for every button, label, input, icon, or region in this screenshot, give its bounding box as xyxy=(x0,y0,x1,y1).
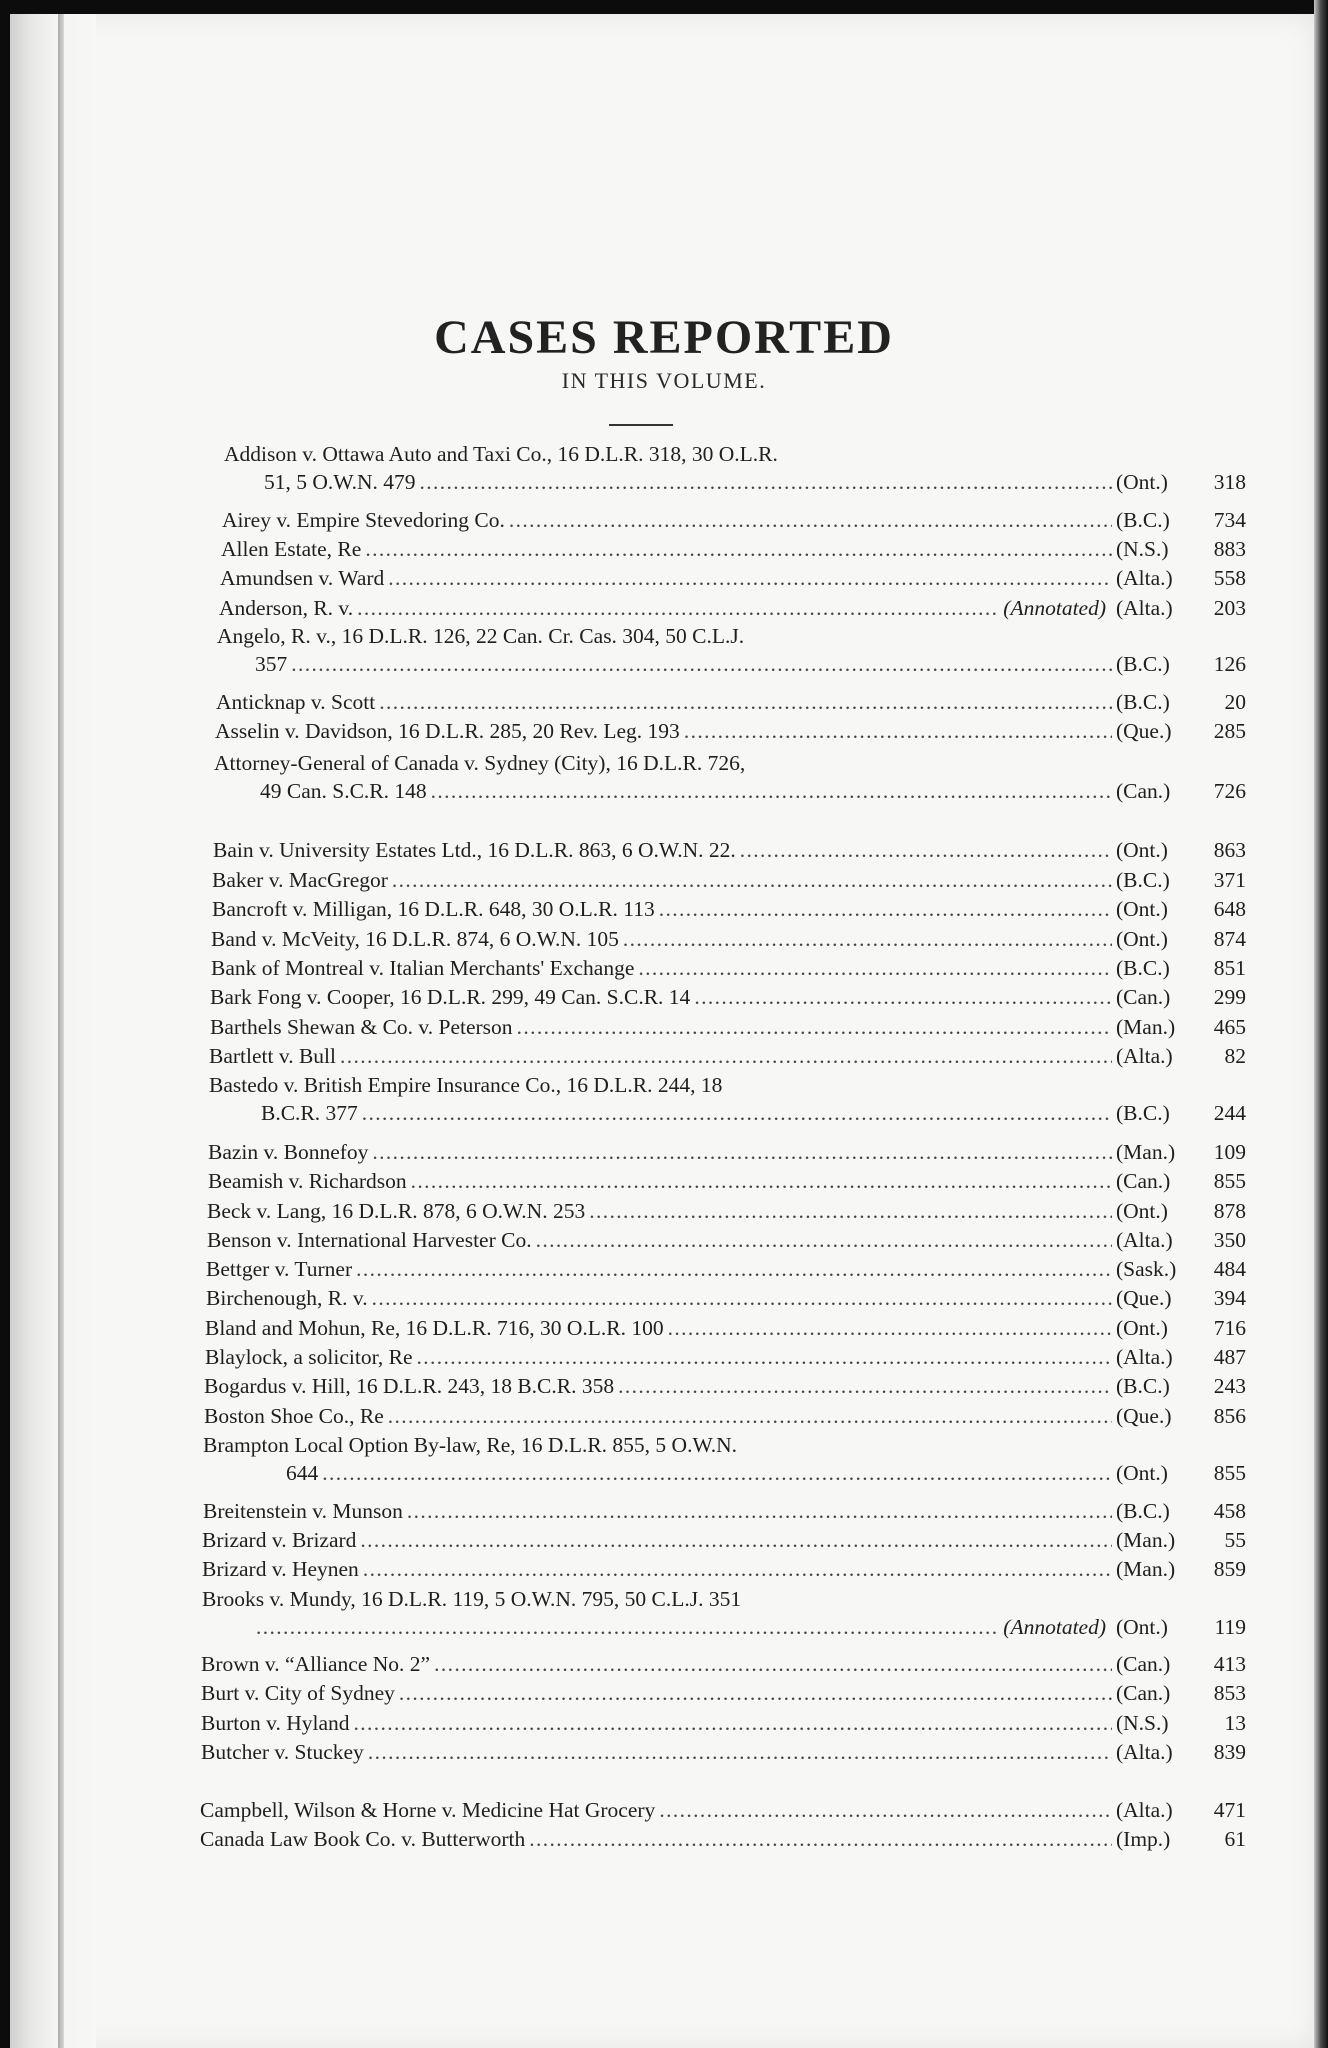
case-entry xyxy=(202,1585,1246,1641)
dot-leader xyxy=(420,468,1113,496)
page-number: 716 xyxy=(1213,1316,1246,1340)
page-number: 318 xyxy=(1213,470,1246,494)
dot-leader xyxy=(256,1613,999,1641)
dot-leader xyxy=(589,1197,1112,1225)
dot-leader xyxy=(365,535,1112,563)
dot-leader xyxy=(659,895,1112,923)
case-name: Brown v. “Alliance No. 2” xyxy=(201,1652,431,1676)
case-entry xyxy=(207,1226,1246,1254)
case-citation-first-line: Brooks v. Mundy, 16 D.L.R. 119, 5 O.W.N. 795, 50 C.L.J. 351 xyxy=(202,1587,742,1611)
dot-leader xyxy=(354,1709,1113,1737)
page-number: 299 xyxy=(1213,985,1246,1009)
jurisdiction: (Ont.) xyxy=(1116,1615,1168,1639)
case-name: Campbell, Wilson & Horne v. Medicine Hat Grocery xyxy=(200,1798,656,1822)
case-entry xyxy=(202,1555,1246,1583)
page-number: 734 xyxy=(1213,508,1246,532)
case-name: 49 Can. S.C.R. 148 xyxy=(260,779,427,803)
dot-leader xyxy=(618,1372,1112,1400)
page-number: 839 xyxy=(1213,1740,1246,1764)
case-name: Burt v. City of Sydney xyxy=(201,1681,395,1705)
jurisdiction: (Can.) xyxy=(1116,1652,1171,1676)
page-number: 856 xyxy=(1213,1404,1246,1428)
case-name: Boston Shoe Co., Re xyxy=(204,1404,384,1428)
dot-leader xyxy=(623,925,1112,953)
page-number: 413 xyxy=(1213,1652,1246,1676)
jurisdiction: (Alta.) xyxy=(1116,1798,1173,1822)
jurisdiction: (Man.) xyxy=(1116,1140,1176,1164)
jurisdiction: (Ont.) xyxy=(1116,897,1168,921)
dot-leader xyxy=(291,650,1112,678)
dot-leader xyxy=(388,1402,1112,1430)
jurisdiction: (B.C.) xyxy=(1116,1374,1170,1398)
case-name: Airey v. Empire Stevedoring Co. xyxy=(222,508,505,532)
case-citation-first-line: Attorney-General of Canada v. Sydney (City), 16 D.L.R. 726, xyxy=(214,751,746,775)
page-number: 874 xyxy=(1213,927,1246,951)
case-entry xyxy=(210,983,1246,1011)
case-entry xyxy=(211,925,1246,953)
page-number: 851 xyxy=(1213,956,1246,980)
case-name: 51, 5 O.W.N. 479 xyxy=(264,470,416,494)
case-name: Anticknap v. Scott xyxy=(216,690,376,714)
case-name: Bogardus v. Hill, 16 D.L.R. 243, 18 B.C.R. 358 xyxy=(204,1374,615,1398)
dot-leader xyxy=(379,688,1112,716)
dot-leader xyxy=(357,594,999,622)
page-number: 20 xyxy=(1224,690,1246,714)
jurisdiction: (Imp.) xyxy=(1116,1827,1171,1851)
case-entry xyxy=(201,1709,1246,1737)
page-number: 878 xyxy=(1213,1199,1246,1223)
dot-leader xyxy=(684,717,1112,745)
jurisdiction: (Que.) xyxy=(1116,1286,1172,1310)
jurisdiction: (Alta.) xyxy=(1116,1228,1173,1252)
dot-leader xyxy=(362,1099,1112,1127)
case-name: Asselin v. Davidson, 16 D.L.R. 285, 20 Rev. Leg. 193 xyxy=(215,719,680,743)
case-name: Canada Law Book Co. v. Butterworth xyxy=(200,1827,526,1851)
jurisdiction: (Que.) xyxy=(1116,719,1172,743)
case-name: Bark Fong v. Cooper, 16 D.L.R. 299, 49 Can. S.C.R. 14 xyxy=(210,985,691,1009)
dot-leader xyxy=(536,1226,1112,1254)
case-citation-first-line: Angelo, R. v., 16 D.L.R. 126, 22 Can. Cr. Cas. 304, 50 C.L.J. xyxy=(217,624,745,648)
page-number: 203 xyxy=(1213,596,1246,620)
case-entry xyxy=(200,1796,1246,1824)
jurisdiction: (B.C.) xyxy=(1116,508,1170,532)
case-entry xyxy=(205,1314,1246,1342)
case-entry xyxy=(222,506,1246,534)
jurisdiction: (Can.) xyxy=(1116,985,1171,1009)
case-entry xyxy=(213,836,1246,864)
case-name: Band v. McVeity, 16 D.L.R. 874, 6 O.W.N. 105 xyxy=(211,927,619,951)
case-name: Barthels Shewan & Co. v. Peterson xyxy=(210,1015,513,1039)
page-number: 126 xyxy=(1213,652,1246,676)
page-number: 853 xyxy=(1213,1681,1246,1705)
case-entry xyxy=(205,1343,1246,1371)
case-name: Baker v. MacGregor xyxy=(212,868,388,892)
case-entry xyxy=(220,564,1246,592)
dot-leader xyxy=(694,983,1112,1011)
dot-leader xyxy=(368,1738,1112,1766)
page-number: 859 xyxy=(1213,1557,1246,1581)
case-entry xyxy=(201,1738,1246,1766)
jurisdiction: (B.C.) xyxy=(1116,1101,1170,1125)
jurisdiction: (Sask.) xyxy=(1116,1257,1177,1281)
page-number: 458 xyxy=(1213,1499,1246,1523)
case-name: Beck v. Lang, 16 D.L.R. 878, 6 O.W.N. 253 xyxy=(207,1199,586,1223)
dot-leader xyxy=(434,1650,1112,1678)
case-entry xyxy=(202,1526,1246,1554)
page-number: 55 xyxy=(1224,1528,1246,1552)
dot-leader xyxy=(399,1679,1112,1707)
dot-leader xyxy=(417,1343,1112,1371)
page-number: 119 xyxy=(1214,1615,1246,1639)
case-name: 357 xyxy=(255,652,288,676)
case-citation-first-line: Bastedo v. British Empire Insurance Co., 16 D.L.R. 244, 18 xyxy=(209,1073,723,1097)
case-entry xyxy=(201,1650,1246,1678)
case-name: Bland and Mohun, Re, 16 D.L.R. 716, 30 O.L.R. 100 xyxy=(205,1316,664,1340)
page-number: 109 xyxy=(1213,1140,1246,1164)
jurisdiction: (Ont.) xyxy=(1116,470,1168,494)
page-number: 350 xyxy=(1213,1228,1246,1252)
case-entry xyxy=(201,1679,1246,1707)
dot-leader xyxy=(509,506,1112,534)
annotated-note: (Annotated) xyxy=(1003,1615,1106,1639)
dot-leader xyxy=(356,1255,1112,1283)
annotated-note: (Annotated) xyxy=(1003,596,1106,620)
case-name: Beamish v. Richardson xyxy=(208,1169,407,1193)
dot-leader xyxy=(388,564,1112,592)
dot-leader xyxy=(372,1284,1112,1312)
case-entry xyxy=(216,688,1246,716)
page-number: 487 xyxy=(1213,1345,1246,1369)
dot-leader xyxy=(517,1013,1112,1041)
jurisdiction: (Alta.) xyxy=(1116,566,1173,590)
case-name: Allen Estate, Re xyxy=(221,537,362,561)
case-entry xyxy=(203,1431,1246,1487)
page-subtitle: IN THIS VOLUME. xyxy=(561,368,767,393)
dot-leader xyxy=(340,1042,1112,1070)
case-name: Anderson, R. v. xyxy=(219,596,354,620)
jurisdiction: (Ont.) xyxy=(1116,838,1168,862)
page-number: 244 xyxy=(1213,1101,1246,1125)
jurisdiction: (Man.) xyxy=(1116,1015,1176,1039)
page-number: 82 xyxy=(1224,1044,1246,1068)
dot-leader xyxy=(740,836,1112,864)
jurisdiction: (B.C.) xyxy=(1116,868,1170,892)
case-entry xyxy=(221,535,1246,563)
case-entry xyxy=(209,1042,1246,1070)
dot-leader xyxy=(529,1825,1112,1853)
case-entry xyxy=(204,1402,1246,1430)
dot-leader xyxy=(372,1138,1112,1166)
case-citation-first-line: Brampton Local Option By-law, Re, 16 D.L.R. 855, 5 O.W.N. xyxy=(203,1433,738,1457)
case-name: Breitenstein v. Munson xyxy=(203,1499,403,1523)
case-name: Bank of Montreal v. Italian Merchants' Exchange xyxy=(211,956,635,980)
case-entry xyxy=(212,866,1246,894)
case-entry xyxy=(211,954,1246,982)
jurisdiction: (Ont.) xyxy=(1116,1461,1168,1485)
page-number: 394 xyxy=(1213,1286,1246,1310)
case-name: Butcher v. Stuckey xyxy=(201,1740,364,1764)
jurisdiction: (B.C.) xyxy=(1116,1499,1170,1523)
case-entry xyxy=(208,1138,1246,1166)
page-number: 465 xyxy=(1213,1015,1246,1039)
case-entry xyxy=(206,1284,1246,1312)
case-citation-first-line: Addison v. Ottawa Auto and Taxi Co., 16 D.L.R. 318, 30 O.L.R. xyxy=(224,442,778,466)
jurisdiction: (Can.) xyxy=(1116,779,1171,803)
case-entry xyxy=(219,594,1246,622)
page-number: 285 xyxy=(1213,719,1246,743)
jurisdiction: (Man.) xyxy=(1116,1528,1176,1552)
jurisdiction: (Alta.) xyxy=(1116,596,1173,620)
jurisdiction: (B.C.) xyxy=(1116,956,1170,980)
case-entry xyxy=(210,1013,1246,1041)
jurisdiction: (Can.) xyxy=(1116,1169,1171,1193)
case-name: Brizard v. Heynen xyxy=(202,1557,359,1581)
jurisdiction: (Alta.) xyxy=(1116,1740,1173,1764)
case-entry xyxy=(208,1167,1246,1195)
page-number: 471 xyxy=(1213,1798,1246,1822)
page-number: 855 xyxy=(1213,1461,1246,1485)
case-name: Bettger v. Turner xyxy=(206,1257,353,1281)
jurisdiction: (N.S.) xyxy=(1116,537,1169,561)
page-number: 484 xyxy=(1213,1257,1246,1281)
case-entry xyxy=(214,749,1246,805)
jurisdiction: (Ont.) xyxy=(1116,1316,1168,1340)
case-entry xyxy=(215,717,1246,745)
case-entry xyxy=(204,1372,1246,1400)
page-title: CASES REPORTED xyxy=(434,311,894,364)
dot-leader xyxy=(411,1167,1112,1195)
dot-leader xyxy=(431,777,1112,805)
dot-leader xyxy=(322,1459,1112,1487)
page-number: 371 xyxy=(1213,868,1246,892)
case-name: Brizard v. Brizard xyxy=(202,1528,357,1552)
case-name: Blaylock, a solicitor, Re xyxy=(205,1345,413,1369)
jurisdiction: (Ont.) xyxy=(1116,1199,1168,1223)
case-name: Bazin v. Bonnefoy xyxy=(208,1140,369,1164)
page-number: 61 xyxy=(1224,1827,1246,1851)
case-name: Benson v. International Harvester Co. xyxy=(207,1228,532,1252)
page-number: 726 xyxy=(1213,779,1246,803)
case-name: Bartlett v. Bull xyxy=(209,1044,336,1068)
case-name: Birchenough, R. v. xyxy=(206,1286,368,1310)
case-name: B.C.R. 377 xyxy=(261,1101,358,1125)
case-entry xyxy=(217,622,1246,678)
dot-leader xyxy=(668,1314,1112,1342)
case-entry xyxy=(203,1497,1246,1525)
jurisdiction: (Can.) xyxy=(1116,1681,1171,1705)
case-name: Bancroft v. Milligan, 16 D.L.R. 648, 30 O.L.R. 113 xyxy=(212,897,655,921)
jurisdiction: (B.C.) xyxy=(1116,690,1170,714)
page-number: 243 xyxy=(1213,1374,1246,1398)
jurisdiction: (Que.) xyxy=(1116,1404,1172,1428)
case-entry xyxy=(209,1071,1246,1127)
page-number: 558 xyxy=(1213,566,1246,590)
jurisdiction: (Alta.) xyxy=(1116,1345,1173,1369)
page-number: 648 xyxy=(1213,897,1246,921)
case-entry xyxy=(206,1255,1246,1283)
jurisdiction: (Ont.) xyxy=(1116,927,1168,951)
jurisdiction: (Man.) xyxy=(1116,1557,1176,1581)
page-number: 13 xyxy=(1224,1711,1246,1735)
dot-leader xyxy=(659,1796,1112,1824)
jurisdiction: (B.C.) xyxy=(1116,652,1170,676)
page-number: 863 xyxy=(1213,838,1246,862)
case-name: Amundsen v. Ward xyxy=(220,566,385,590)
page-number: 855 xyxy=(1213,1169,1246,1193)
dot-leader xyxy=(363,1555,1112,1583)
dot-leader xyxy=(638,954,1112,982)
case-name: Bain v. University Estates Ltd., 16 D.L.R. 863, 6 O.W.N. 22. xyxy=(213,838,736,862)
dot-leader xyxy=(360,1526,1112,1554)
dot-leader xyxy=(407,1497,1112,1525)
case-entry xyxy=(200,1825,1246,1853)
jurisdiction: (N.S.) xyxy=(1116,1711,1169,1735)
jurisdiction: (Alta.) xyxy=(1116,1044,1173,1068)
page-number: 883 xyxy=(1213,537,1246,561)
case-name: Burton v. Hyland xyxy=(201,1711,350,1735)
case-entry xyxy=(224,440,1246,496)
dot-leader xyxy=(392,866,1112,894)
case-entry xyxy=(207,1197,1246,1225)
case-name: 644 xyxy=(286,1461,319,1485)
case-entry xyxy=(212,895,1246,923)
